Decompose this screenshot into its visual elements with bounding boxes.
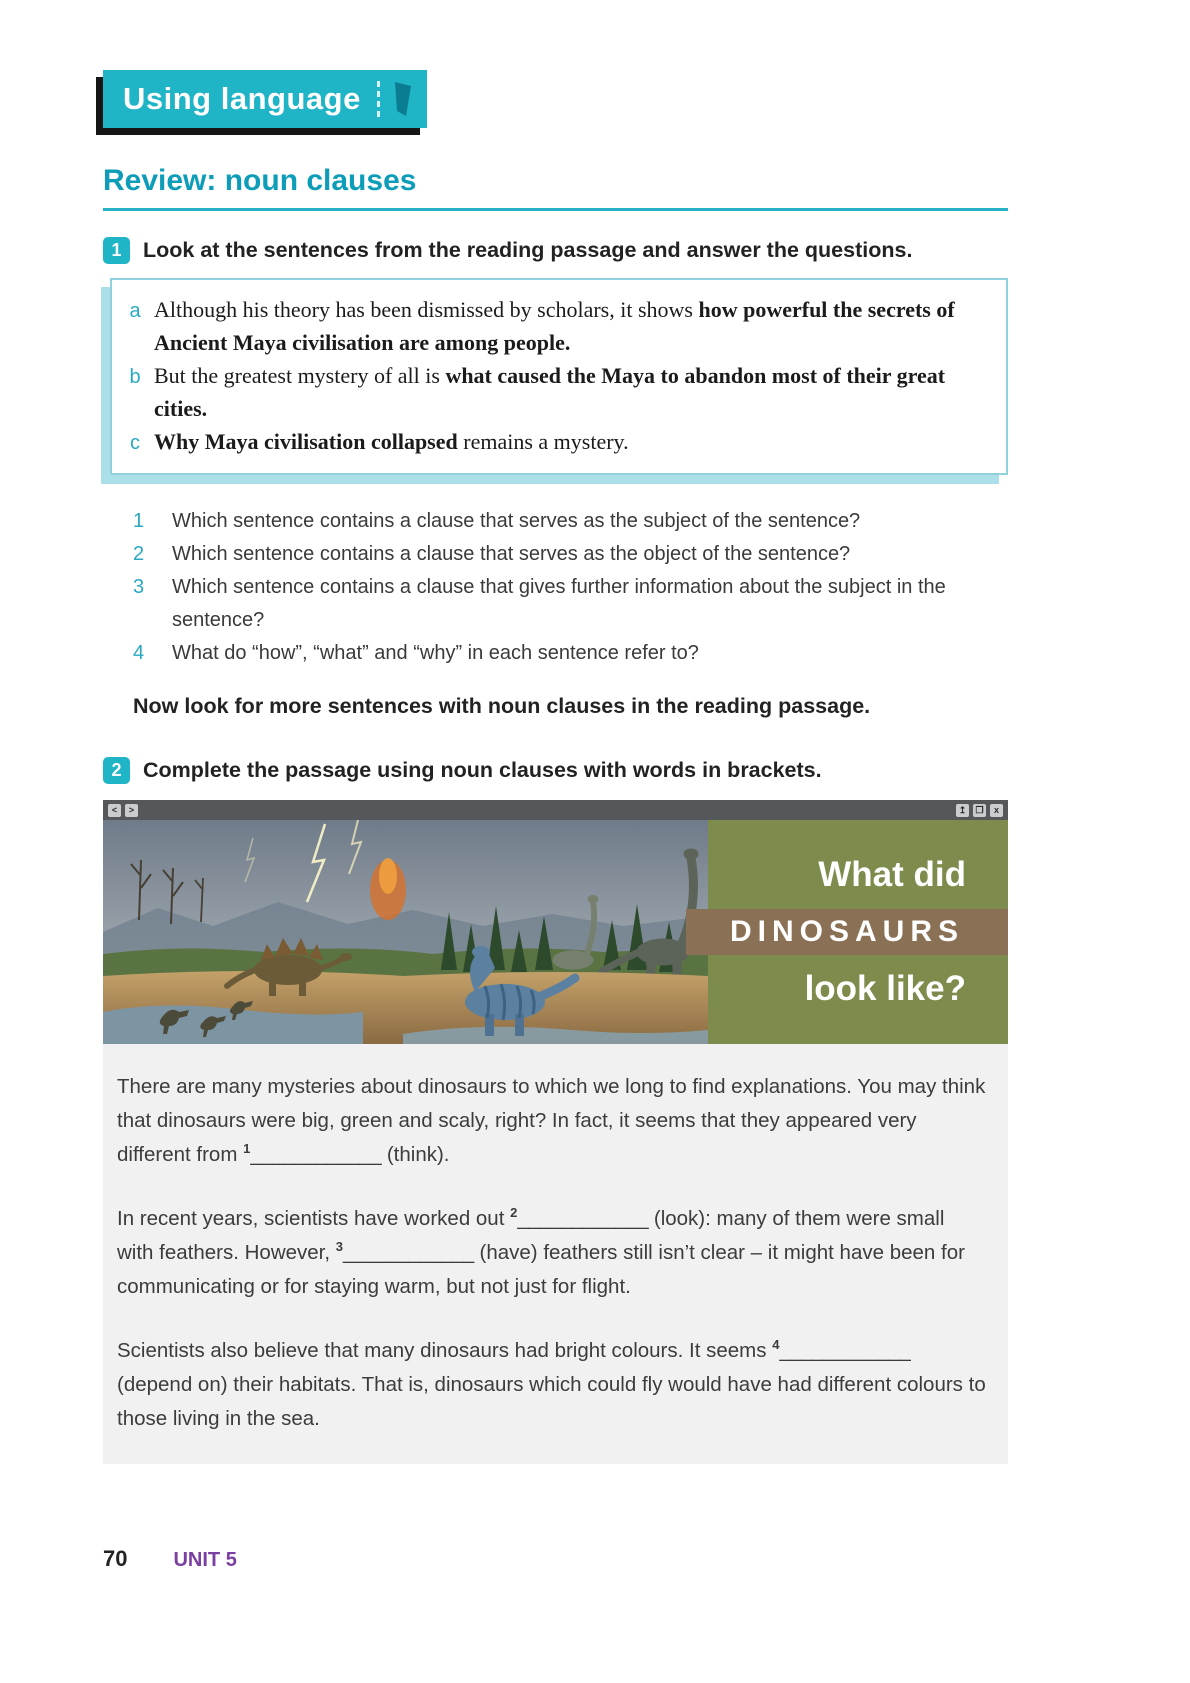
page-number: 70 xyxy=(103,1546,128,1571)
poster-area xyxy=(103,820,1008,1044)
question-item xyxy=(133,571,1008,637)
exercise2-instruction: Complete the passage using noun clauses with words in brackets. xyxy=(143,758,822,782)
sentence-label: a xyxy=(129,300,141,322)
question-number: 1 xyxy=(133,510,145,532)
question-item xyxy=(133,538,1008,571)
window-controls xyxy=(956,804,1003,817)
question-number: 3 xyxy=(133,576,145,598)
section-title-rule xyxy=(103,208,1008,211)
bookmark-icon xyxy=(391,80,413,118)
exercise2-number-badge: 2 xyxy=(103,757,130,784)
share-icon[interactable]: ↥ xyxy=(956,804,969,817)
question-number: 2 xyxy=(133,543,145,565)
question-text: Which sentence contains a clause that gives further information about the subject in the sentence? xyxy=(172,576,946,631)
passage-paragraph: Scientists also believe that many dinosaurs had bright colours. It seems $^4$____________ (depend on) their habitats. That is, dinosaurs which could fly would have had different colours to those living in the sea. xyxy=(117,1337,986,1430)
blank-number: 4 xyxy=(772,1337,780,1353)
answer-blank: ____________ xyxy=(779,1339,911,1362)
copy-icon[interactable]: ❐ xyxy=(973,804,986,817)
exercise1-instruction: Look at the sentences from the reading passage and answer the questions. xyxy=(143,238,913,262)
question-text: Which sentence contains a clause that serves as the object of the sentence? xyxy=(172,543,851,565)
badge-divider xyxy=(377,81,380,117)
sentence-item xyxy=(126,359,988,425)
exercise1-number-badge: 1 xyxy=(103,237,130,264)
sentence-label: b xyxy=(129,366,141,388)
browser-titlebar xyxy=(103,800,1008,820)
answer-blank: ____________ xyxy=(250,1143,382,1166)
question-number: 4 xyxy=(133,642,145,664)
unit-label: UNIT 5 xyxy=(173,1549,237,1571)
question-text: Which sentence contains a clause that serves as the subject of the sentence? xyxy=(172,510,861,532)
passage-paragraph: There are many mysteries about dinosaurs to which we long to find explanations. You may think that dinosaurs were big, green and scaly, right? In fact, it seems that they appeared very different from $^1$____________ (think). xyxy=(117,1075,986,1166)
blank-number: 3 xyxy=(335,1239,343,1255)
poster-line2: DINOSAURS xyxy=(729,915,964,948)
answer-blank: ____________ xyxy=(343,1241,474,1264)
poster-panel xyxy=(708,820,1008,1044)
sentence-item xyxy=(126,425,988,460)
question-item xyxy=(133,505,1008,538)
passage-paragraph: In recent years, scientists have worked out $^2$____________ (look): many of them were small with feathers. However, $^3$____________ (have) feathers still isn’t clear – it might have been for communicating or for staying warm, but not just for flight. xyxy=(117,1205,965,1298)
passage-box xyxy=(103,1044,1008,1464)
sentence-item xyxy=(126,293,988,359)
close-icon[interactable]: x xyxy=(990,804,1003,817)
poster-band xyxy=(686,909,1008,955)
sentence-text: But the greatest mystery of all is what caused the Maya to abandon most of their great cities. xyxy=(154,363,946,421)
poster-line3: look like? xyxy=(804,969,966,1008)
dinosaur-illustration xyxy=(103,820,708,1044)
page-content xyxy=(103,0,1008,1464)
followup-instruction: Now look for more sentences with noun clauses in the reading passage. xyxy=(133,694,871,718)
header xyxy=(103,70,1008,128)
dinosaur-scene xyxy=(103,820,708,1044)
sentence-label: c xyxy=(130,432,140,454)
blank-number: 2 xyxy=(510,1205,518,1221)
badge-title: Using language xyxy=(123,81,361,116)
browser-window xyxy=(103,800,1008,1464)
exercise2-header xyxy=(103,755,1008,786)
sentence-text: Why Maya civilisation collapsed remains a mystery. xyxy=(154,429,629,454)
poster-line1: What did xyxy=(818,855,966,894)
sentence-text: Although his theory has been dismissed by scholars, it shows how powerful the secrets of Ancient Maya civilisation are among people. xyxy=(154,297,955,355)
using-language-badge xyxy=(103,70,427,128)
question-text: What do “how”, “what” and “why” in each sentence refer to? xyxy=(172,642,699,664)
exercise1-header xyxy=(103,235,1008,266)
questions-list xyxy=(103,505,1008,670)
section-title: Review: noun clauses xyxy=(103,164,417,197)
sentences-box xyxy=(110,278,1008,475)
back-icon[interactable]: < xyxy=(108,804,121,817)
answer-blank: ____________ xyxy=(517,1207,649,1230)
footer xyxy=(103,1546,237,1572)
question-item xyxy=(133,637,1008,670)
blank-number: 1 xyxy=(243,1141,251,1157)
forward-icon[interactable]: > xyxy=(125,804,138,817)
